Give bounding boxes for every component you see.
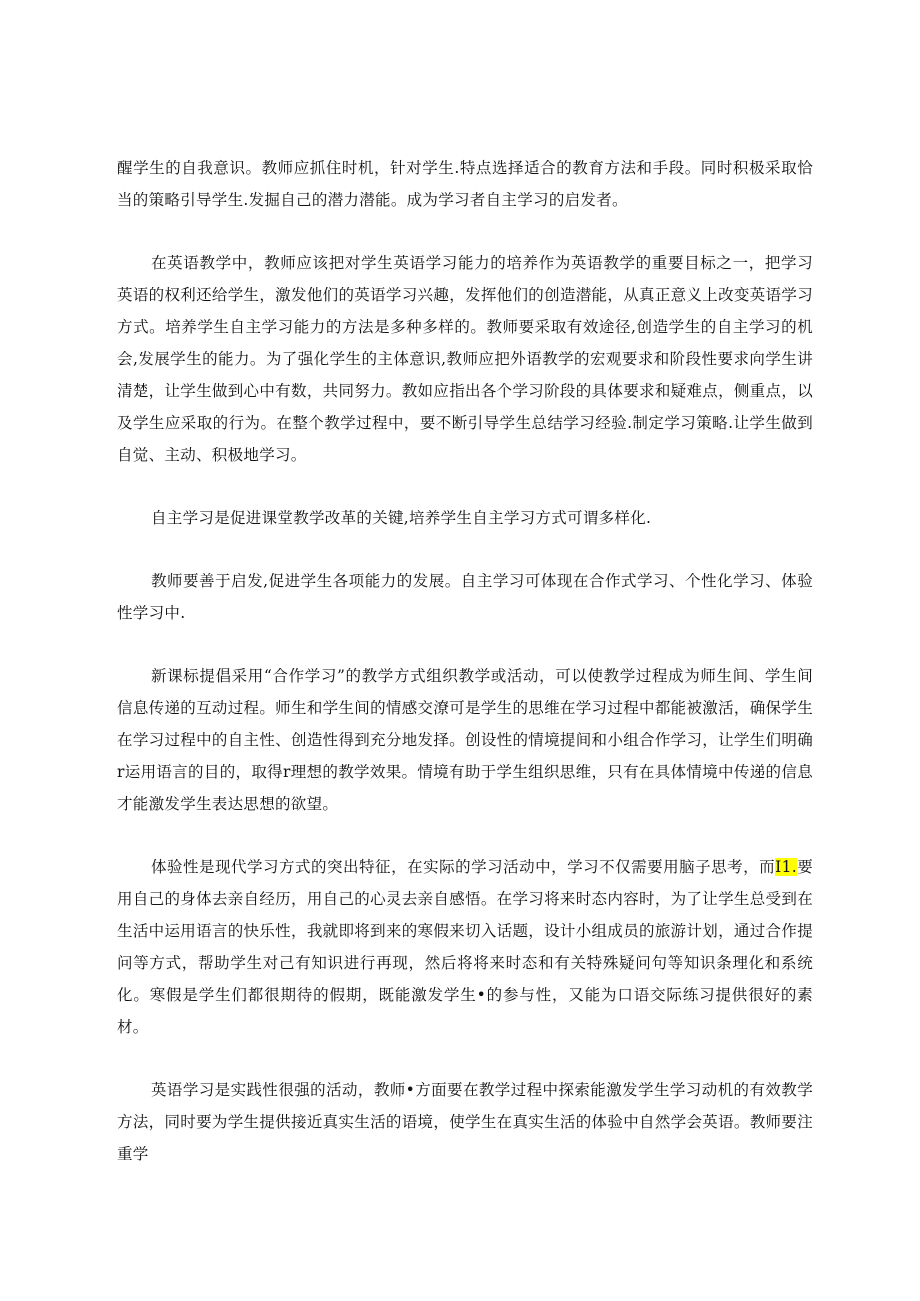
paragraph-6-text-before: 体验性是现代学习方式的突出特征，在实际的学习活动中，学习不仅需要用脑子思考，而 [151,858,776,876]
paragraph-4: 教师要善于启发,促进学生各项能力的发展。自主学习可体现在合作式学习、个性化学习、体验性学习中. [117,572,813,622]
paragraph-6-text-after: 要用自己的身体去亲自经历，用自己的心灵去亲自感悟。在学习将来时态内容时，为了让学生总受到在生活中运用语言的快乐性，我就即将到来的寒假来切入话题，设计小组成员的旅游计划，通过合作提问等方式，帮助学生对己有知识进行再现，然后将将来时态和有关特殊疑问句等知识条理化和系统化。寒假是学生们都很期待的假期，既能激发学生•的参与性，又能为口语交际练习提供很好的素材。 [117,858,813,1036]
paragraph-3: 自主学习是促进课堂教学改革的关键,培养学生自主学习方式可谓多样化. [151,509,652,527]
paragraph-5: 新课标提倡采用“合作学习”的教学方式组织教学或活动，可以使教学过程成为师生间、学生间信息传递的互动过程。师生和学生间的情感交潦可是学生的思维在学习过程中都能被激活，确保学生在学习过程中的自主性、创造性得到充分地发择。创设性的情境提间和小组合作学习，让学生们明确r运用语言的目的，取得r理想的教学效果。情境有助于学生组织思维，只有在具体情境中传递的信息才能激发学生表达思想的欲望。 [117,667,813,813]
paragraph-6 [117,851,813,1043]
paragraph-2: 在英语教学中，教师应该把对学生英语学习能力的培养作为英语教学的重要目标之一，把学习英语的权利还给学生，激发他们的英语学习兴趣，发挥他们的创造潜能，从真正意义上改变英语学习方式。培养学生自主学习能力的方法是多种多样的。教师要采取有效途径,创造学生的自主学习的机会,发展学生的能力。为了强化学生的主体意识,教师应把外语教学的宏观要求和阶段性要求向学生讲清楚，让学生做到心中有数，共同努力。教如应指出各个学习阶段的具体要求和疑难点，侧重点，以及学生应采取的行为。在整个教学过程中，要不断引导学生总结学习经验.制定学习策略.让学生做到自觉、主动、积极地学习。 [117,254,813,464]
document-body [117,152,813,1170]
paragraph-7: 英语学习是实践性很强的活动，教师•方面要在教学过程中探索能激发学生学习动机的有效教学方法，同时要为学生提供接近真实生活的语境，使学生在真实生活的体验中自然学会英语。教师要注重学 [117,1081,813,1163]
highlighted-text: I1. [775,858,797,876]
paragraph-1: 醒学生的自我意识。教师应抓住时机，针对学生.特点选择适合的教育方法和手段。同时积极采取恰当的策略引导学生.发掘自己的潜力潜能。成为学习者自主学习的启发者。 [117,159,813,209]
